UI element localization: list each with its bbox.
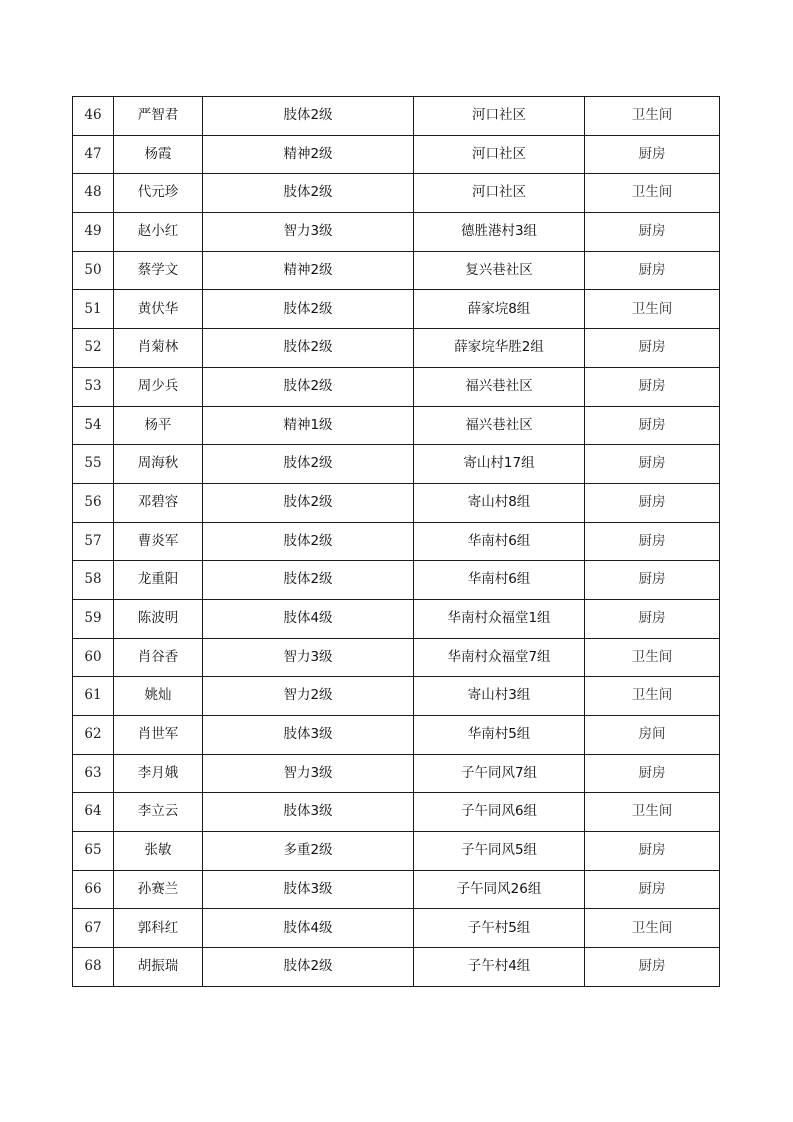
- disability-level: 智力3级: [203, 754, 414, 793]
- address: 子午同风5组: [414, 832, 585, 871]
- disability-level: 多重2级: [203, 832, 414, 871]
- row-number: 55: [73, 445, 114, 484]
- table-row: [73, 97, 720, 136]
- person-name: 杨平: [114, 406, 203, 445]
- renovation-room: 卫生间: [585, 97, 720, 136]
- address: 复兴巷社区: [414, 251, 585, 290]
- renovation-room: 厨房: [585, 329, 720, 368]
- disability-level: 肢体3级: [203, 793, 414, 832]
- person-name: 赵小红: [114, 213, 203, 252]
- row-number: 50: [73, 251, 114, 290]
- table-row: [73, 677, 720, 716]
- disability-level: 智力3级: [203, 638, 414, 677]
- row-number: 62: [73, 716, 114, 755]
- table-row: [73, 290, 720, 329]
- person-name: 杨霞: [114, 135, 203, 174]
- person-name: 黄伏华: [114, 290, 203, 329]
- table-row: [73, 909, 720, 948]
- disability-level: 肢体2级: [203, 329, 414, 368]
- table-row: [73, 638, 720, 677]
- address: 华南村众福堂1组: [414, 599, 585, 638]
- table-row: [73, 135, 720, 174]
- address: 薛家垸华胜2组: [414, 329, 585, 368]
- disability-level: 肢体3级: [203, 716, 414, 755]
- disability-level: 肢体2级: [203, 445, 414, 484]
- person-name: 周海秋: [114, 445, 203, 484]
- disability-level: 肢体4级: [203, 599, 414, 638]
- table-row: [73, 522, 720, 561]
- person-name: 蔡学文: [114, 251, 203, 290]
- person-name: 代元珍: [114, 174, 203, 213]
- table-row: [73, 561, 720, 600]
- row-number: 64: [73, 793, 114, 832]
- roster-table: [72, 96, 720, 987]
- disability-level: 肢体2级: [203, 174, 414, 213]
- renovation-room: 厨房: [585, 445, 720, 484]
- table-row: [73, 445, 720, 484]
- table-row: [73, 716, 720, 755]
- person-name: 严智君: [114, 97, 203, 136]
- renovation-room: 厨房: [585, 483, 720, 522]
- row-number: 56: [73, 483, 114, 522]
- row-number: 59: [73, 599, 114, 638]
- person-name: 肖世军: [114, 716, 203, 755]
- renovation-room: 厨房: [585, 754, 720, 793]
- table-row: [73, 329, 720, 368]
- row-number: 51: [73, 290, 114, 329]
- row-number: 60: [73, 638, 114, 677]
- renovation-room: 卫生间: [585, 174, 720, 213]
- renovation-room: 卫生间: [585, 677, 720, 716]
- table-row: [73, 174, 720, 213]
- row-number: 66: [73, 870, 114, 909]
- address: 子午同风26组: [414, 870, 585, 909]
- renovation-room: 房间: [585, 716, 720, 755]
- renovation-room: 厨房: [585, 561, 720, 600]
- person-name: 肖菊林: [114, 329, 203, 368]
- person-name: 周少兵: [114, 367, 203, 406]
- disability-level: 肢体3级: [203, 870, 414, 909]
- person-name: 李立云: [114, 793, 203, 832]
- renovation-room: 厨房: [585, 367, 720, 406]
- address: 子午同风6组: [414, 793, 585, 832]
- address: 福兴巷社区: [414, 367, 585, 406]
- disability-level: 肢体2级: [203, 561, 414, 600]
- person-name: 曹炎军: [114, 522, 203, 561]
- table-row: [73, 483, 720, 522]
- address: 华南村6组: [414, 522, 585, 561]
- disability-level: 肢体2级: [203, 522, 414, 561]
- disability-level: 智力3级: [203, 213, 414, 252]
- disability-level: 肢体4级: [203, 909, 414, 948]
- table-row: [73, 251, 720, 290]
- address: 华南村5组: [414, 716, 585, 755]
- row-number: 63: [73, 754, 114, 793]
- row-number: 47: [73, 135, 114, 174]
- address: 薛家垸8组: [414, 290, 585, 329]
- address: 华南村众福堂7组: [414, 638, 585, 677]
- person-name: 李月娥: [114, 754, 203, 793]
- address: 福兴巷社区: [414, 406, 585, 445]
- renovation-room: 厨房: [585, 832, 720, 871]
- renovation-room: 卫生间: [585, 638, 720, 677]
- table-row: [73, 367, 720, 406]
- renovation-room: 厨房: [585, 948, 720, 987]
- address: 河口社区: [414, 174, 585, 213]
- table-row: [73, 832, 720, 871]
- address: 华南村6组: [414, 561, 585, 600]
- renovation-room: 卫生间: [585, 909, 720, 948]
- row-number: 58: [73, 561, 114, 600]
- disability-level: 肢体2级: [203, 367, 414, 406]
- table-row: [73, 599, 720, 638]
- table-row: [73, 948, 720, 987]
- address: 子午村4组: [414, 948, 585, 987]
- disability-level: 精神2级: [203, 251, 414, 290]
- table-row: [73, 793, 720, 832]
- table-row: [73, 754, 720, 793]
- row-number: 52: [73, 329, 114, 368]
- row-number: 53: [73, 367, 114, 406]
- address: 河口社区: [414, 97, 585, 136]
- row-number: 67: [73, 909, 114, 948]
- renovation-room: 厨房: [585, 406, 720, 445]
- person-name: 胡振瑞: [114, 948, 203, 987]
- renovation-room: 卫生间: [585, 793, 720, 832]
- disability-level: 肢体2级: [203, 483, 414, 522]
- row-number: 46: [73, 97, 114, 136]
- disability-level: 精神2级: [203, 135, 414, 174]
- renovation-room: 厨房: [585, 599, 720, 638]
- person-name: 龙重阳: [114, 561, 203, 600]
- disability-level: 肢体2级: [203, 97, 414, 136]
- person-name: 郭科红: [114, 909, 203, 948]
- disability-level: 肢体2级: [203, 290, 414, 329]
- person-name: 陈波明: [114, 599, 203, 638]
- roster-table-body: [73, 97, 720, 987]
- address: 子午同风7组: [414, 754, 585, 793]
- address: 德胜港村3组: [414, 213, 585, 252]
- row-number: 68: [73, 948, 114, 987]
- person-name: 孙赛兰: [114, 870, 203, 909]
- renovation-room: 厨房: [585, 870, 720, 909]
- row-number: 48: [73, 174, 114, 213]
- row-number: 65: [73, 832, 114, 871]
- table-row: [73, 870, 720, 909]
- address: 河口社区: [414, 135, 585, 174]
- address: 寄山村8组: [414, 483, 585, 522]
- table-row: [73, 213, 720, 252]
- renovation-room: 卫生间: [585, 290, 720, 329]
- table-row: [73, 406, 720, 445]
- person-name: 邓碧容: [114, 483, 203, 522]
- disability-level: 精神1级: [203, 406, 414, 445]
- renovation-room: 厨房: [585, 135, 720, 174]
- person-name: 肖谷香: [114, 638, 203, 677]
- renovation-room: 厨房: [585, 522, 720, 561]
- person-name: 姚灿: [114, 677, 203, 716]
- renovation-room: 厨房: [585, 213, 720, 252]
- disability-level: 肢体2级: [203, 948, 414, 987]
- row-number: 57: [73, 522, 114, 561]
- renovation-room: 厨房: [585, 251, 720, 290]
- disability-level: 智力2级: [203, 677, 414, 716]
- address: 寄山村17组: [414, 445, 585, 484]
- row-number: 61: [73, 677, 114, 716]
- person-name: 张敏: [114, 832, 203, 871]
- row-number: 49: [73, 213, 114, 252]
- address: 子午村5组: [414, 909, 585, 948]
- row-number: 54: [73, 406, 114, 445]
- address: 寄山村3组: [414, 677, 585, 716]
